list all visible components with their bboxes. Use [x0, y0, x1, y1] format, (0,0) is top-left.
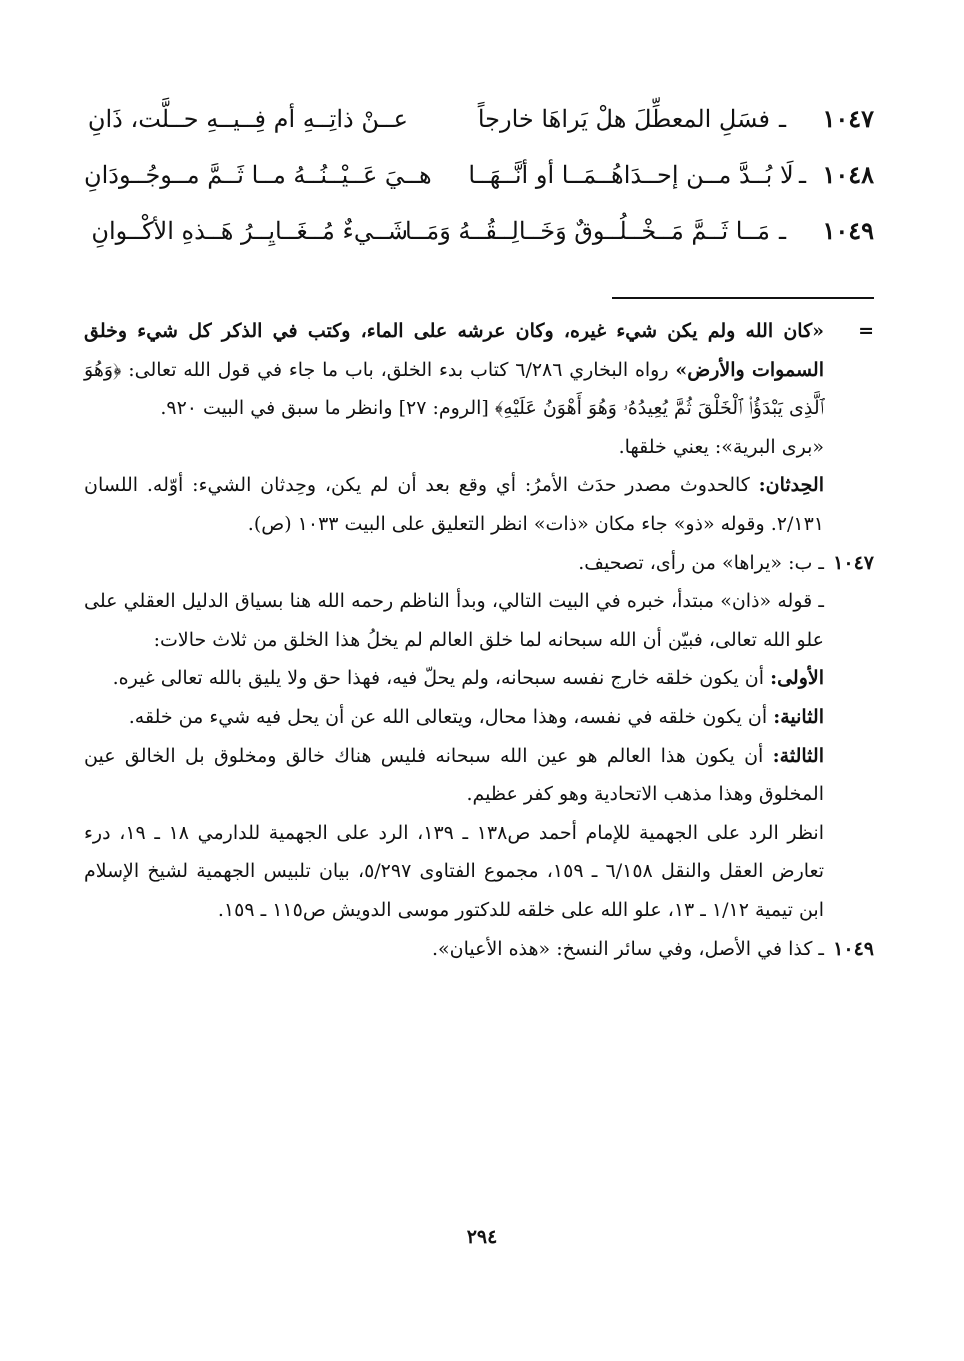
continuation-mark: = [858, 320, 874, 342]
case-third-text: أن يكون هذا العالم هو عين الله سبحانه فليس هناك خالق ومخلوق بل الخالق عين المخلوق وهذا مذهب الاتحادية وهو كفر عظيم. [84, 744, 824, 806]
footnote-1047-explanation: ـ قوله «ذان» مبتدأ، خبره في البيت التالي، وبدأ الناظم رحمه الله هنا بسياق الدليل العقلي على علو الله تعالى، فبيّن أن الله سبحانه لما خلق العالم لم يخلُ هذا الخلق من ثلاث حالات: [84, 590, 824, 651]
verse-dash: ـ [778, 217, 786, 245]
hadathan-definition: كالحدوث مصدر حدَث الأمرُ: أي وقع بعد أن لم يكن، وحِدثان الشيء: أوّله. اللسان ٢/١٣١. وقوله «ذو» جاء مكان «ذات» انظر التعليق على البيت ١٠٣٣ (ص). [84, 474, 824, 535]
bara-note: «برى البرية»: يعني خلقها. [618, 435, 824, 458]
hadith-quote: «كان الله ولم يكن شيء غيره، وكان عرشه على الماء، وكتب في الذكر كل شيء وخلق السموات والأرض» [84, 320, 825, 381]
verse-dash: ـ [798, 161, 806, 189]
verse-1048 [84, 160, 874, 216]
case-first-label: الأولى: [770, 667, 824, 690]
case-third [84, 737, 874, 814]
footnotes [84, 312, 874, 968]
verse-1049 [84, 216, 874, 272]
verse-first-hemistich: لَا بُــدَّ مــن إحــدَاهُــمَــا أو أنَّــهَــا [468, 161, 794, 189]
verse-first-hemistich: فسَلِ المعطِّلَ هلْ يَراهَا خارجاً [477, 105, 770, 133]
verse-second-hemistich: شَــيءٌ مُــغَــايِــرُ هَــذهِ الأكْــوانِ [91, 217, 408, 245]
footnote-continuation [84, 312, 874, 428]
case-second [84, 698, 874, 737]
case-first-text: أن يكون خلقه خارج نفسه سبحانه، ولم يحلّ فيه، فهذا حق ولا يليق بالله تعالى غيره. [112, 667, 771, 690]
verse-second-hemistich: هــيَ عَــيْــنُــهُ مــا ثَــمَّ مــوجُــودَانِ [84, 161, 432, 189]
footnote-1047 [84, 544, 874, 583]
poem-verses [84, 104, 874, 272]
verse-1047 [84, 104, 874, 160]
verse-dash: ـ [778, 105, 786, 133]
page-number: ٢٩٤ [466, 1226, 498, 1248]
footnote-body: ـ ب: «يراها» من رأى، تصحيف. [578, 551, 824, 574]
hadith-source: رواه البخاري ٦/٢٨٦ كتاب بدء الخلق، باب ما جاء في قول الله تعالى: ﴿وَهُوَ ٱلَّذِى يَبْدَؤُا۟ ٱلْخَلْقَ ثُمَّ يُعِيدُهُۥ وَهُوَ أَهْوَنُ عَلَيْهِ﴾ [الروم: ٢٧] وانظر ما سبق في البيت ٩٢٠. [84, 358, 824, 420]
case-second-label: الثانية: [773, 705, 824, 728]
footnote-body [84, 312, 824, 428]
footnote-1049 [84, 930, 874, 969]
hadathan-term: الحِدثان: [758, 474, 824, 497]
case-first [84, 659, 874, 698]
verse-second-hemistich: عــنْ ذاتِــهِ أم فِــيــهِ حــلَّت، ذَانِ [87, 105, 408, 133]
case-second-text: أن يكون خلقه في نفسه، وهذا محال، ويتعالى الله عن أن يحل فيه شيء من خلقه. [128, 705, 774, 728]
footnote-body: ـ كذا في الأصل، وفي سائر النسخ: «هذه الأعيان». [431, 937, 824, 960]
verse-number: ١٠٤٨ [822, 160, 874, 189]
case-third-label: الثالثة: [772, 744, 824, 767]
verse-number: ١٠٤٩ [822, 216, 874, 245]
footnote-number: ١٠٤٩ [833, 937, 874, 960]
references: انظر الرد على الجهمية للإمام أحمد ص١٣٨ ـ ١٣٩، الرد على الجهمية للدارمي ١٨ ـ ١٩، درء تعارض العقل والنقل ٦/١٥٨ ـ ١٥٩، مجموع الفتاوى ٥/٢٩٧، بيان تلبيس الجهمية لشيخ الإسلام ابن تيمية ١/١٢ ـ ١٣، علو الله على خلقه للدكتور موسى الدويش ص١١٥ ـ ١٥٩. [84, 821, 824, 921]
verse-first-hemistich: مَــا ثَــمَّ مَــخْــلُــوقٌ وَخَــالِــقُــهُ وَمَــا [404, 217, 770, 245]
hadathan-note [84, 466, 874, 543]
footnote-separator [612, 297, 874, 299]
footnote-number: ١٠٤٧ [833, 551, 874, 574]
verse-number: ١٠٤٧ [822, 104, 874, 133]
